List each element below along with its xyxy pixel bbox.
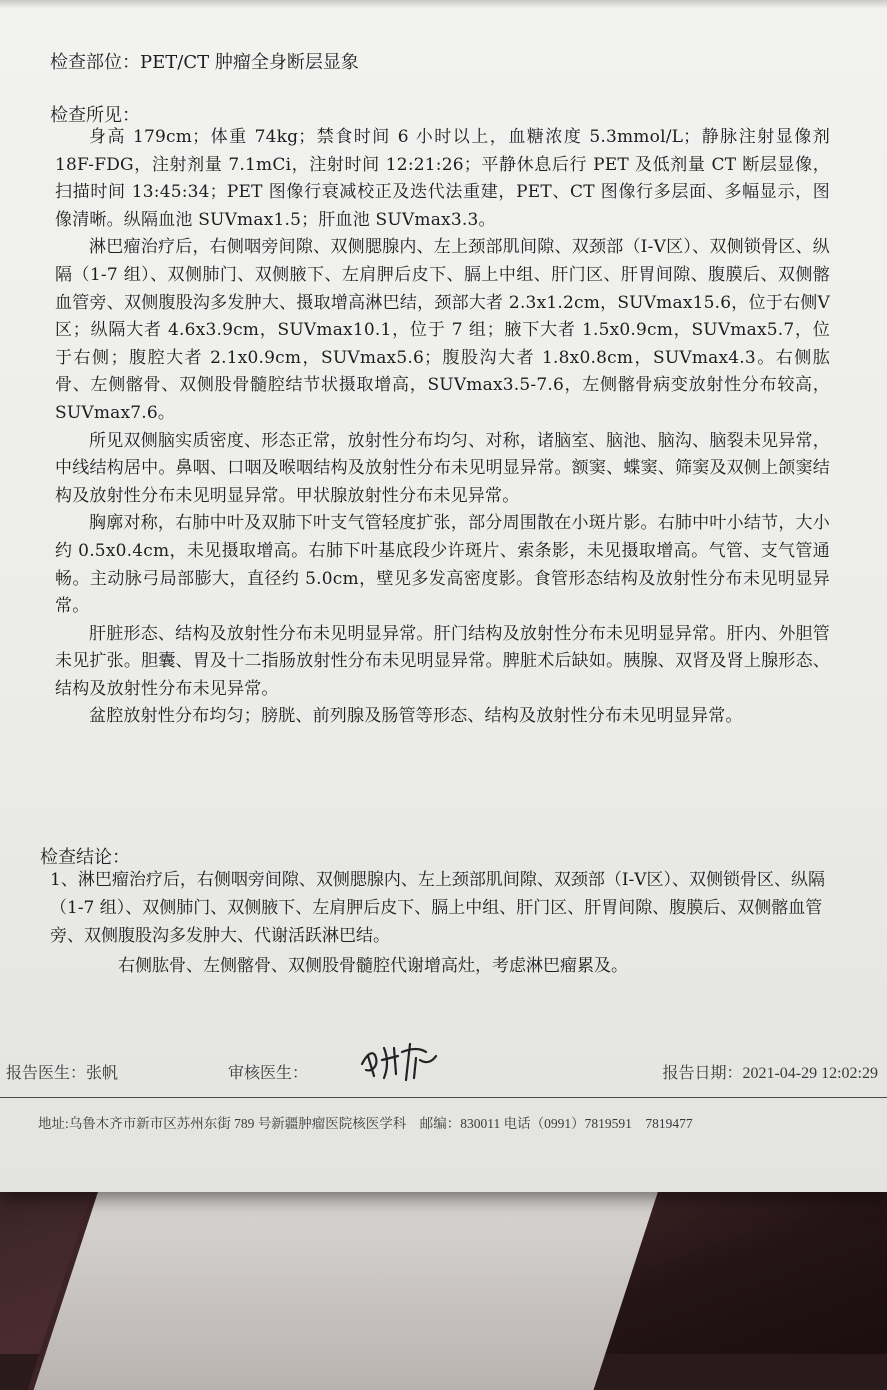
findings-paragraph: 身高 179cm；体重 74kg；禁食时间 6 小时以上，血糖浓度 5.3mmol/L；静脉注射显像剂 18F-FDG，注射剂量 7.1mCi，注射时间 12:21:26；平静休息后行 PET 及低剂量 CT 断层显像，扫描时间 13:45:34；PET 图像行衰减校正及迭代法重建，PET、CT 图像行多层面、多幅显示，图像清晰。纵隔血池 SUVmax1.5；肝血池 SUVmax3.3。 bbox=[55, 127, 830, 230]
findings-section bbox=[55, 124, 830, 731]
findings-paragraph: 盆腔放射性分布均匀；膀胱、前列腺及肠管等形态、结构及放射性分布未见明显异常。 bbox=[89, 706, 743, 727]
reviewing-doctor-label: 审核医生： bbox=[228, 1065, 309, 1082]
conclusion-section bbox=[50, 866, 840, 980]
conclusion-item-1: 1、淋巴瘤治疗后，右侧咽旁间隙、双侧腮腺内、左上颈部肌间隙、双颈部（Ⅰ-Ⅴ区）、双侧锁骨区、纵隔（1-7 组）、双侧肺门、双侧腋下、左肩胛后皮下、膈上中组、肝门区、肝胃间隙、腹膜后、双侧髂血管旁、双侧腹股沟多发肿大、代谢活跃淋巴结。 bbox=[50, 870, 826, 946]
paper-top-edge bbox=[0, 0, 887, 8]
findings-paragraph: 肝脏形态、结构及放射性分布未见明显异常。肝门结构及放射性分布未见明显异常。肝内、外胆管未见扩张。胆囊、胃及十二指肠放射性分布未见明显异常。脾脏术后缺如。胰腺、双肾及肾上腺形态、结构及放射性分布未见异常。 bbox=[55, 623, 830, 699]
findings-heading: 检查所见： bbox=[50, 105, 140, 126]
handwritten-signature bbox=[354, 1034, 444, 1084]
cloth-background bbox=[28, 1190, 659, 1390]
findings-paragraph: 淋巴瘤治疗后，右侧咽旁间隙、双侧腮腺内、左上颈部肌间隙、双颈部（Ⅰ-Ⅴ区）、双侧锁骨区、纵隔（1-7 组）、双侧肺门、双侧腋下、左肩胛后皮下、膈上中组、肝门区、肝胃间隙、腹膜后、双侧髂血管旁、双侧腹股沟多发肿大、摄取增高淋巴结，颈部大者 2.3x1.2cm，SUVmax15.6，位于右侧Ⅴ区；纵隔大者 4.6x3.9cm，SUVmax10.1，位于 7 组；腋下大者 1.5x0.9cm，SUVmax5.7，位于右侧；腹腔大者 2.1x0.9cm，SUVmax5.6；腹股沟大者 1.8x0.8cm，SUVmax4.3。右侧肱骨、左侧髂骨、双侧股骨髓腔结节状摄取增高，SUVmax3.5-7.6，左侧髂骨病变放射性分布较高，SUVmax7.6。 bbox=[55, 237, 830, 423]
report-date: 报告日期：2021-04-29 12:02:29 bbox=[662, 1065, 878, 1082]
hospital-address: 地址:乌鲁木齐市新市区苏州东街 789 号新疆肿瘤医院核医学科 邮编：830011 电话（0991）7819591 7819477 bbox=[38, 1116, 693, 1131]
conclusion-heading: 检查结论： bbox=[40, 847, 130, 868]
reporting-doctor: 报告医生：张帆 bbox=[6, 1065, 119, 1082]
findings-paragraph: 胸廓对称，右肺中叶及双肺下叶支气管轻度扩张，部分周围散在小斑片影。右肺中叶小结节，大小约 0.5x0.4cm，未见摄取增高。右肺下叶基底段少许斑片、索条影，未见摄取增高。气管、支气管通畅。主动脉弓局部膨大，直径约 5.0cm，壁见多发高密度影。食管形态结构及放射性分布未见明显异常。 bbox=[55, 513, 830, 617]
exam-site: 检查部位：PET/CT 肿瘤全身断层显象 bbox=[50, 52, 359, 73]
conclusion-item-2: 右侧肱骨、左侧髂骨、双侧股骨髓腔代谢增高灶，考虑淋巴瘤累及。 bbox=[118, 956, 628, 976]
footer-divider bbox=[0, 1097, 887, 1098]
findings-paragraph: 所见双侧脑实质密度、形态正常，放射性分布均匀、对称，诸脑室、脑池、脑沟、脑裂未见异常，中线结构居中。鼻咽、口咽及喉咽结构及放射性分布未见明显异常。额窦、蝶窦、筛窦及双侧上颌窦结构及放射性分布未见明显异常。甲状腺放射性分布未见异常。 bbox=[55, 430, 830, 506]
